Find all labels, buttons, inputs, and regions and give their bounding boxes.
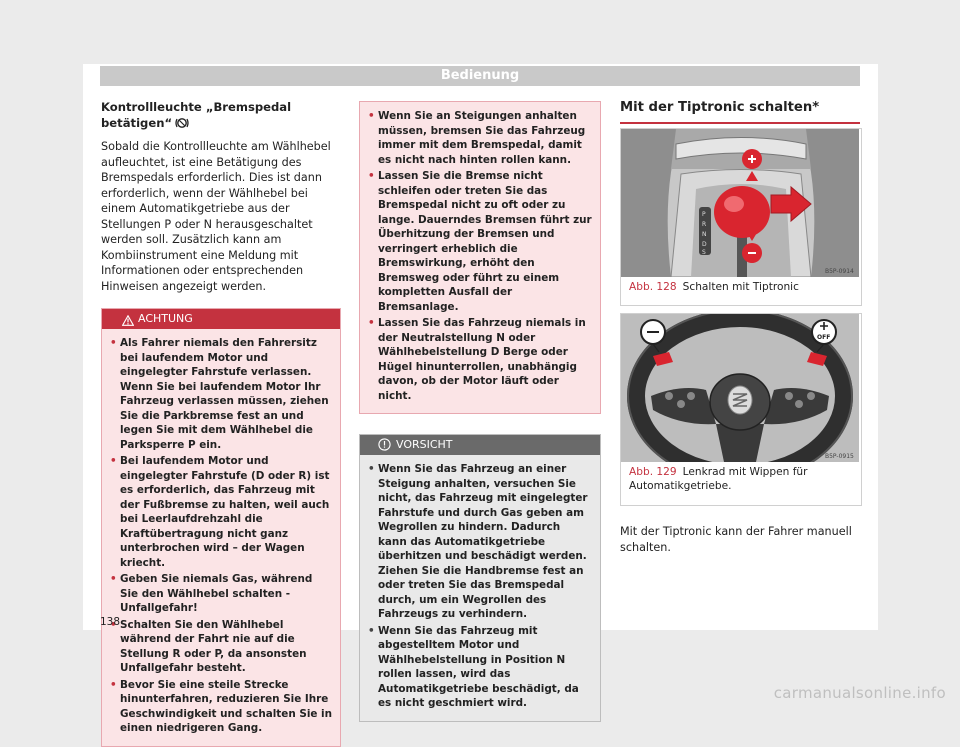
column-right	[620, 100, 860, 124]
figure-caption-text: Lenkrad mit Wippen für Automatikgetriebe.	[629, 466, 808, 492]
warning-body	[102, 329, 340, 746]
figure-number: Abb. 128	[629, 281, 677, 293]
svg-text:D: D	[702, 241, 707, 248]
figure-caption-text: Schalten mit Tiptronic	[682, 281, 799, 293]
warning-item: • Lassen Sie die Bremse nicht schleifen oder treten Sie das Bremspedal nicht zu oft oder zu lange. Dauerndes Bremsen führt zur Überhitzung der Bremsen und verringert erheblich die Bremswirkung, erhöht den Bremsweg oder führt zu einem kompletten Ausfall der Bremsanlage.	[368, 169, 592, 314]
caution-item: • Wenn Sie das Fahrzeug mit abgestelltem Motor und Wählhebelstellung in Position N rollen lassen, wird das Automatikgetriebe beschädigt, da es nicht geschmiert wird.	[368, 624, 592, 711]
page-number: 138	[100, 616, 121, 628]
svg-text:R: R	[702, 221, 707, 228]
figure-caption	[621, 277, 861, 294]
figure-code: B5P-0914	[825, 268, 854, 275]
svg-text:N: N	[702, 231, 707, 238]
warning-triangle-icon	[122, 313, 134, 333]
figure-tiptronic-shifter	[620, 128, 862, 306]
caution-box	[359, 434, 601, 722]
section-header	[100, 66, 860, 86]
caution-header	[360, 435, 600, 455]
caution-body	[360, 455, 600, 721]
section-header-title: Bedienung	[440, 68, 520, 83]
svg-text:S: S	[702, 249, 706, 256]
warning-body-continued	[360, 102, 600, 413]
column-left	[101, 100, 341, 747]
warning-header	[102, 309, 340, 329]
svg-text:P: P	[702, 211, 706, 218]
warning-title: ACHTUNG	[138, 312, 193, 325]
warning-item: • Wenn Sie an Steigungen anhalten müssen, bremsen Sie das Fahrzeug immer mit dem Bremspedal, damit es nicht nach hinten rollen kann.	[368, 109, 592, 167]
section-title-tiptronic: Mit der Tiptronic schalten*	[620, 100, 860, 124]
section-title-brake-light: Kontrollleuchte „Bremspedal betätigen“	[101, 100, 341, 133]
info-circle-icon	[378, 438, 391, 458]
tiptronic-shifter-illustration	[621, 129, 859, 277]
warning-box	[101, 308, 341, 747]
caution-title: VORSICHT	[396, 438, 453, 451]
watermark: carmanualsonline.info	[773, 684, 946, 702]
caution-item: • Wenn Sie das Fahrzeug an einer Steigung anhalten, versuchen Sie nicht, das Fahrzeug mit eingelegter Fahrstufe und durch Gas geben am Wegrollen zu hindern. Dadurch kann das Automatikgetriebe überhitzen und beschädigt werden. Ziehen Sie die Handbremse fest an oder treten Sie das Bremspedal durch, um ein Wegrollen des Fahrzeugs zu verhindern.	[368, 462, 592, 622]
warning-item: • Schalten Sie den Wählhebel während der Fahrt nie auf die Stellung R oder P, da ansonsten Unfallgefahr besteht.	[110, 618, 332, 676]
tiptronic-intro-text: Mit der Tiptronic kann der Fahrer manuell schalten.	[620, 525, 852, 554]
warning-item: • Lassen Sie das Fahrzeug niemals in der Neutralstellung N oder Wählhebelstellung D Berge oder Hügel hinunterrollen, unabhängig davon, ob der Motor läuft oder nicht.	[368, 316, 592, 403]
figure-caption	[621, 462, 861, 493]
brake-pedal-icon	[175, 117, 189, 134]
warning-box-continued	[359, 101, 601, 414]
column-middle	[359, 101, 601, 722]
warning-item: • Als Fahrer niemals den Fahrersitz bei laufendem Motor und eingelegter Fahrstufe verlassen. Wenn Sie bei laufendem Motor Ihr Fahrzeug verlassen müssen, ziehen Sie die Parkbremse fest an und legen Sie mit dem Wählhebel die Parksperre P ein.	[110, 336, 332, 452]
warning-item: • Geben Sie niemals Gas, während Sie den Wählhebel schalten - Unfallgefahr!	[110, 572, 332, 616]
steering-wheel-illustration	[621, 314, 859, 462]
off-label: OFF	[817, 334, 831, 341]
warning-item: • Bei laufendem Motor und eingelegter Fahrstufe (D oder R) ist es erforderlich, das Fahrzeug mit der Fußbremse zu halten, weil auch bei Leerlaufdrehzahl die Kraftübertragung nicht ganz unterbrochen wird – der Wagen kriecht.	[110, 454, 332, 570]
brake-light-text: Sobald die Kontrollleuchte am Wählhebel aufleuchtet, ist eine Betätigung des Bremspedals erforderlich. Dies ist dann erforderlich, wenn der Wählhebel bei einem Automatikgetriebe aus der Stellungen P oder N herausgeschaltet werden soll. Zusätzlich kann am Kombiinstrument eine Meldung mit Informationen oder entsprechenden Hinweisen angezeigt werden.	[101, 140, 331, 293]
warning-item: • Bevor Sie eine steile Strecke hinunterfahren, reduzieren Sie Ihre Geschwindigkeit und schalten Sie in einen niedrigeren Gang.	[110, 678, 332, 736]
figure-code: B5P-0915	[825, 453, 854, 460]
figure-number: Abb. 129	[629, 466, 677, 478]
figure-steering-wheel-paddles	[620, 313, 862, 506]
